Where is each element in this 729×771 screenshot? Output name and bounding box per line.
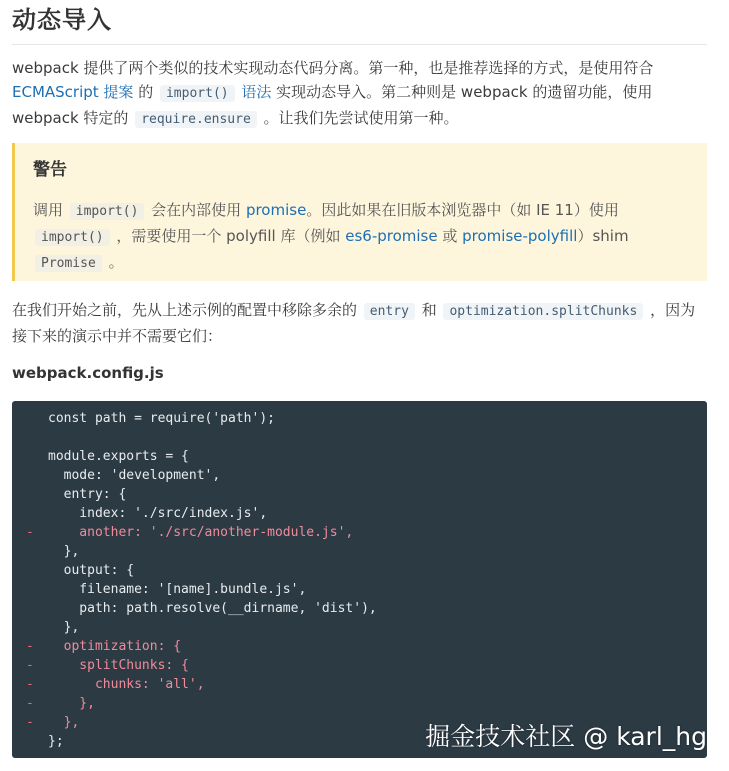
code-line	[12, 618, 707, 637]
code-block	[12, 401, 707, 758]
warning-body	[33, 198, 673, 276]
import-inline-code: import()	[70, 203, 145, 220]
require-ensure-code: require.ensure	[135, 111, 257, 128]
code-line	[12, 466, 707, 485]
code-line-text: output: {	[48, 563, 135, 578]
promise-link[interactable]: promise	[245, 201, 307, 219]
diff-removed-marker: -	[26, 639, 34, 654]
warning-text-2: 会在内部使用	[146, 201, 246, 219]
before-text-1: 在我们开始之前，先从上述示例的配置中移除多余的	[12, 301, 362, 319]
warning-text-4: ，需要使用一个 polyfill 库（例如	[111, 227, 346, 245]
code-line-text: filename: '[name].bundle.js',	[48, 582, 307, 597]
code-line	[12, 523, 707, 542]
intro-text-2: 的	[133, 83, 158, 101]
import-inline-code-2: import()	[35, 229, 110, 246]
code-line	[12, 409, 707, 428]
code-line	[12, 637, 707, 656]
code-line	[12, 656, 707, 675]
code-line-text: another: './src/another-module.js',	[48, 525, 354, 540]
intro-text-1: webpack 提供了两个类似的技术实现动态代码分离。第一种，也是推荐选择的方式，是使用符合	[12, 59, 654, 77]
entry-inline-code: entry	[364, 303, 415, 320]
ecmascript-proposal-link[interactable]: ECMAScript 提案	[12, 83, 134, 101]
es6-promise-link[interactable]: es6-promise	[345, 227, 438, 245]
intro-text-3: 实现动态导入。第二种则是 webpack 的遗留功能，使用 webpack 特定的	[12, 83, 653, 127]
code-line	[12, 694, 707, 713]
promise-inline-code: Promise	[35, 255, 102, 272]
code-line-text: module.exports = {	[48, 449, 189, 464]
code-line-text: optimization: {	[48, 639, 182, 654]
code-line	[12, 485, 707, 504]
watermark: 掘金技术社区 @ karl_hg	[425, 722, 707, 751]
code-line	[12, 580, 707, 599]
import-syntax-link[interactable]	[158, 83, 271, 101]
warning-text-7: 。	[103, 253, 124, 271]
code-line-text: },	[48, 620, 80, 635]
code-lines	[12, 409, 707, 751]
code-line	[12, 599, 707, 618]
code-line-text: path: path.resolve(__dirname, 'dist'),	[48, 601, 377, 616]
code-line	[12, 504, 707, 523]
code-line-text: const path = require('path');	[48, 411, 275, 426]
code-line	[12, 561, 707, 580]
import-inline-code: import()	[160, 85, 235, 102]
code-line-text: entry: {	[48, 487, 127, 502]
code-line	[12, 675, 707, 694]
warning-title: 警告	[33, 160, 67, 180]
file-name-label: webpack.config.js	[12, 364, 164, 382]
before-text-2: 和	[416, 301, 442, 319]
warning-text-6: ）shim	[577, 227, 629, 245]
code-line	[12, 542, 707, 561]
split-chunks-inline-code: optimization.splitChunks	[443, 303, 643, 320]
code-line-text: chunks: 'all',	[48, 677, 205, 692]
warning-text-5: 或	[437, 227, 463, 245]
syntax-link-text: 语法	[236, 83, 272, 101]
page-title: 动态导入	[12, 6, 112, 34]
before-text-3: ，因为接下来的演示中并不需要它们：	[12, 301, 696, 345]
diff-removed-marker: -	[26, 677, 34, 692]
code-line-text: },	[48, 696, 95, 711]
code-line-text: };	[48, 734, 64, 749]
warning-box	[12, 143, 707, 281]
code-line-text: mode: 'development',	[48, 468, 221, 483]
code-line-text: index: './src/index.js',	[48, 506, 268, 521]
diff-removed-marker: -	[26, 696, 34, 711]
code-line-text: },	[48, 715, 80, 730]
promise-polyfill-link[interactable]: promise-polyfill	[462, 227, 578, 245]
code-line-text: },	[48, 544, 80, 559]
intro-text-4: 。让我们先尝试使用第一种。	[258, 109, 459, 127]
title-divider	[12, 44, 707, 45]
code-line	[12, 428, 707, 447]
diff-removed-marker: -	[26, 715, 34, 730]
warning-text-1: 调用	[33, 201, 68, 219]
before-paragraph	[12, 298, 707, 348]
diff-removed-marker: -	[26, 525, 34, 540]
diff-removed-marker: -	[26, 658, 34, 673]
intro-paragraph	[12, 56, 707, 132]
code-line	[12, 447, 707, 466]
code-line-text: splitChunks: {	[48, 658, 189, 673]
warning-text-3: 。因此如果在旧版本浏览器中（如 IE 11）使用	[306, 201, 619, 219]
